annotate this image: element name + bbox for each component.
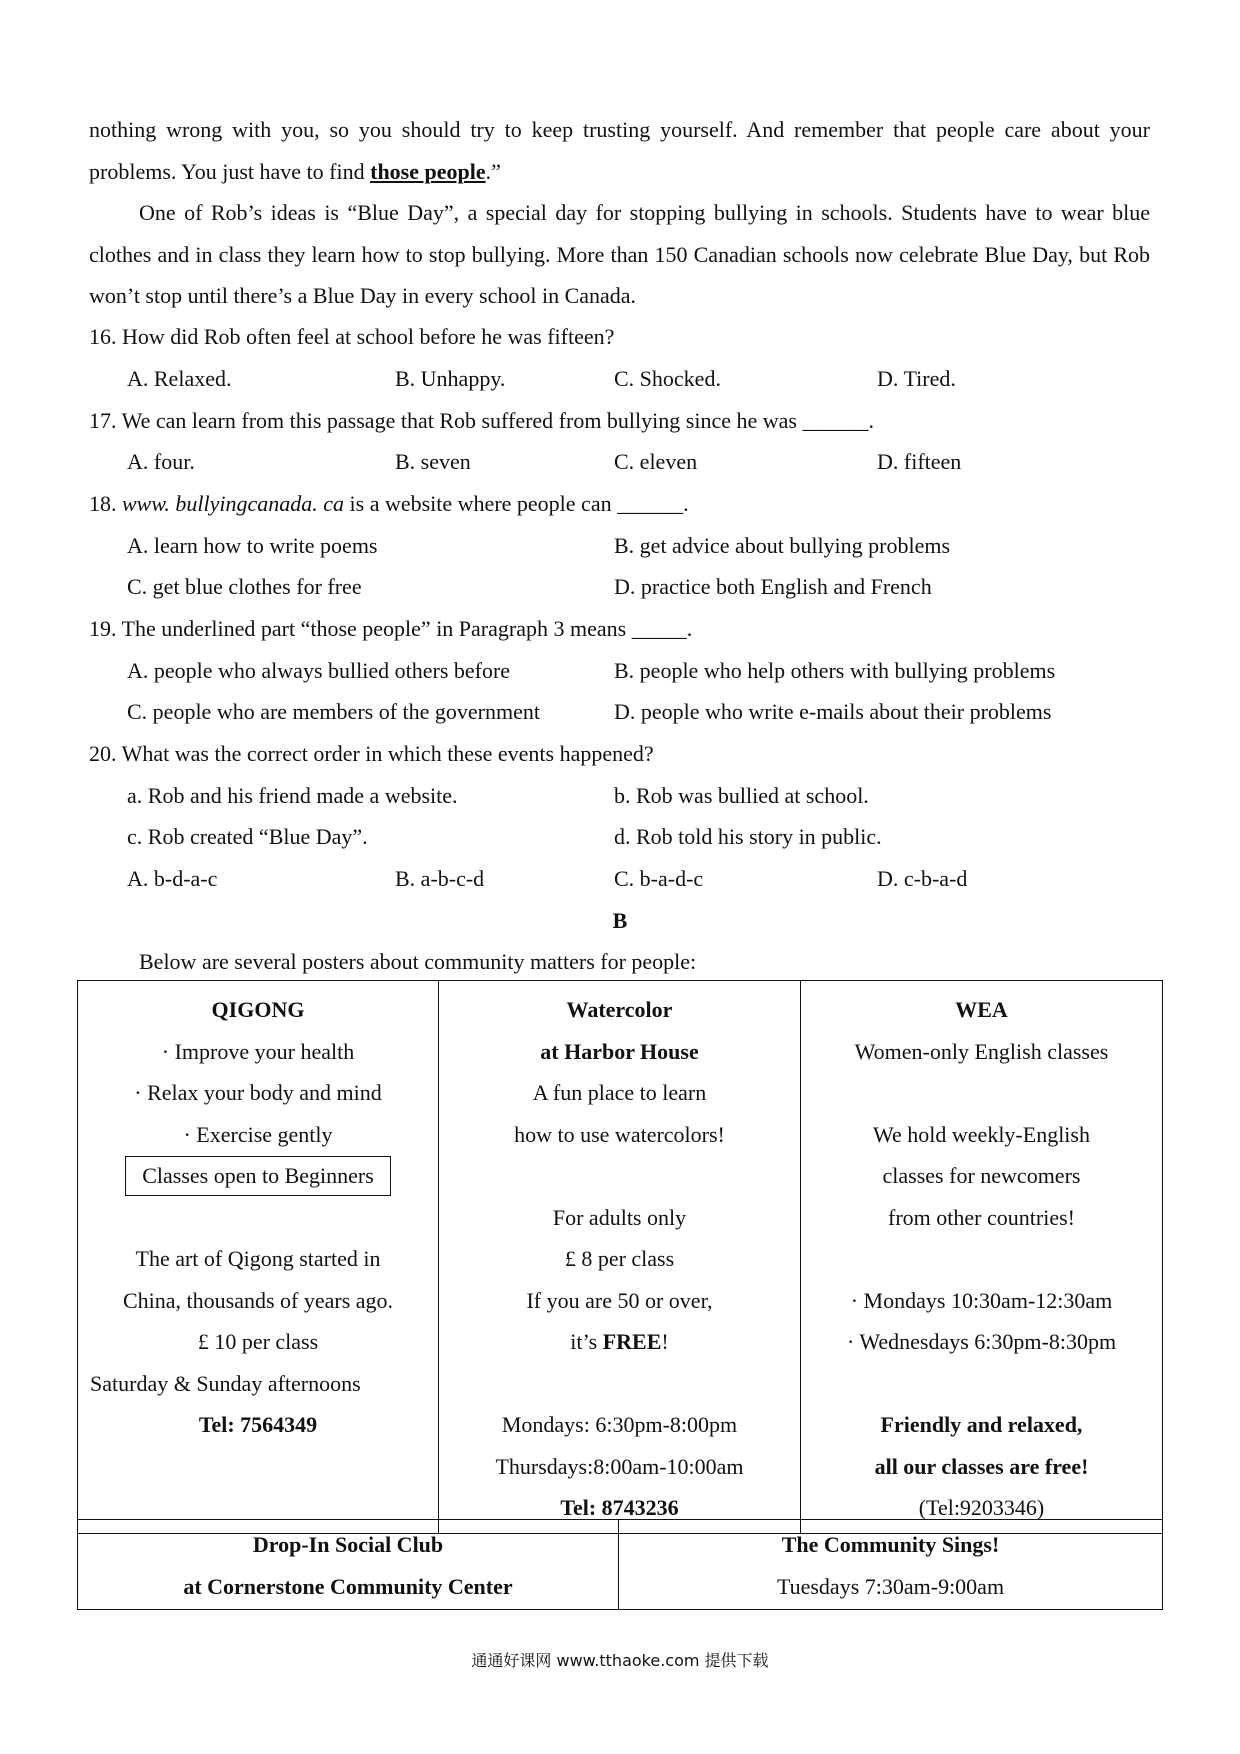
page-footer: 通通好课网 www.tthaoke.com 提供下载 [471, 1651, 769, 1670]
question-number: 18. [89, 491, 122, 516]
watercolor-price: £ 8 per class [564, 1246, 675, 1271]
question-20-event-d: d. Rob told his story in public. [614, 824, 882, 849]
wea-note-1: Friendly and relaxed, [880, 1412, 1083, 1437]
poster-community-sings [619, 1520, 1163, 1610]
sings-title: The Community Sings! [781, 1532, 1000, 1557]
question-18-option-b: B. get advice about bullying problems [614, 533, 951, 558]
question-19-option-c: C. people who are members of the government [127, 699, 540, 724]
question-16-stem: 16. How did Rob often feel at school before he was fifteen? [89, 324, 615, 349]
question-20-option-b: B. a-b-c-d [395, 866, 485, 891]
question-16-option-d: D. Tired. [877, 366, 956, 391]
question-16-option-a: A. Relaxed. [127, 366, 232, 391]
qigong-title: QIGONG [211, 997, 305, 1022]
wea-title: WEA [955, 997, 1008, 1022]
wea-desc-1: We hold weekly-English [873, 1121, 1090, 1147]
exclamation: ! [661, 1329, 669, 1354]
club-title-2: at Cornerstone Community Center [183, 1573, 513, 1599]
sings-time: Tuesdays 7:30am-9:00am [776, 1573, 1005, 1599]
passage-paragraph-1 [89, 109, 1150, 192]
question-16-option-c: C. Shocked. [614, 366, 721, 391]
question-20-option-d: D. c-b-a-d [877, 866, 968, 891]
watercolor-time-2: Thursdays:8:00am-10:00am [495, 1453, 744, 1479]
watercolor-senior-2 [441, 1321, 798, 1363]
beginners-box: Classes open to Beginners [125, 1156, 391, 1196]
question-18-option-a: A. learn how to write poems [127, 533, 378, 558]
section-b-intro: Below are several posters about community matters for people: [139, 949, 697, 974]
watercolor-tel: Tel: 8743236 [560, 1495, 679, 1520]
question-18-option-c: C. get blue clothes for free [127, 574, 362, 599]
question-19-option-b: B. people who help others with bullying problems [614, 658, 1056, 683]
qigong-time: Saturday & Sunday afternoons [90, 1370, 361, 1396]
question-16-option-b: B. Unhappy. [395, 366, 506, 391]
wea-note-2: all our classes are free! [874, 1453, 1089, 1479]
wea-desc-3: from other countries! [888, 1204, 1075, 1230]
senior-text: it’s [570, 1329, 603, 1354]
paragraph-text: nothing wrong with you, so you should try to keep trusting yourself. And remember that people care about your problems. You just have to find [89, 117, 1150, 184]
question-17-stem: 17. We can learn from this passage that Rob suffered from bullying since he was ______. [89, 408, 874, 433]
poster-wea [801, 981, 1163, 1534]
bottom-posters-table [77, 1519, 1163, 1610]
wea-time-2: · Wednesdays 6:30pm-8:30pm [846, 1329, 1117, 1354]
watercolor-time-1: Mondays: 6:30pm-8:00pm [501, 1412, 738, 1437]
blank-line [803, 1363, 1160, 1405]
wea-tel: (Tel:9203346) [918, 1495, 1045, 1520]
website-url: www. bullyingcanada. ca [122, 491, 345, 516]
free-text: FREE [602, 1329, 662, 1354]
wea-time-1: · Mondays 10:30am-12:30am [850, 1287, 1113, 1313]
question-17-option-c: C. eleven [614, 449, 698, 474]
qigong-bullet-3: · Exercise gently [183, 1121, 333, 1147]
question-19-option-a: A. people who always bullied others before [127, 658, 511, 683]
club-title-1: Drop-In Social Club [252, 1532, 444, 1557]
watercolor-adults: For adults only [552, 1204, 687, 1230]
posters-table [77, 980, 1163, 1534]
qigong-price: £ 10 per class [197, 1329, 319, 1354]
watercolor-desc-2: how to use watercolors! [514, 1121, 725, 1147]
blank-line [441, 1155, 798, 1197]
question-text: is a website where people can ______. [344, 491, 689, 516]
question-20-option-a: A. b-d-a-c [127, 866, 218, 891]
wea-subtitle: Women-only English classes [854, 1038, 1109, 1064]
question-17-option-d: D. fifteen [877, 449, 962, 474]
poster-qigong [78, 981, 439, 1534]
blank-line [803, 1072, 1160, 1114]
watercolor-title-1: Watercolor [566, 997, 673, 1022]
watercolor-desc-1: A fun place to learn [532, 1080, 707, 1105]
blank-line [441, 1363, 798, 1405]
question-17-option-b: B. seven [395, 449, 471, 474]
question-18-option-d: D. practice both English and French [614, 574, 932, 599]
question-20-event-a: a. Rob and his friend made a website. [127, 783, 458, 808]
wea-desc-2: classes for newcomers [882, 1163, 1081, 1188]
paragraph-text-end: .” [485, 158, 501, 184]
qigong-history-1: The art of Qigong started in [135, 1246, 381, 1271]
section-b-title: B [612, 908, 628, 933]
question-20-option-c: C. b-a-d-c [614, 866, 704, 891]
qigong-box-row [80, 1155, 436, 1197]
qigong-history-2: China, thousands of years ago. [122, 1287, 394, 1313]
qigong-tel: Tel: 7564349 [198, 1412, 318, 1437]
question-20-event-b: b. Rob was bullied at school. [614, 783, 869, 808]
question-20-event-c: c. Rob created “Blue Day”. [127, 824, 368, 849]
qigong-bullet-1: · Improve your health [161, 1038, 355, 1064]
question-17-option-a: A. four. [127, 449, 195, 474]
question-19-option-d: D. people who write e-mails about their problems [614, 699, 1052, 724]
question-18-stem [89, 490, 689, 518]
question-19-stem: 19. The underlined part “those people” in Paragraph 3 means _____. [89, 616, 693, 641]
poster-watercolor [439, 981, 801, 1534]
blank-line [803, 1238, 1160, 1280]
poster-social-club [78, 1520, 619, 1610]
qigong-bullet-2: · Relax your body and mind [134, 1080, 382, 1105]
watercolor-senior-1: If you are 50 or over, [526, 1287, 713, 1313]
watercolor-title-2: at Harbor House [540, 1038, 699, 1064]
underlined-phrase: those people [370, 158, 486, 184]
passage-paragraph-2: One of Rob’s ideas is “Blue Day”, a special day for stopping bullying in schools. Students have to wear blue clothes and in class they learn how to stop bullying. More than 150 Canadian schools now celebrate Blue Day, but Rob won’t stop until there’s a Blue Day in every school in Canada. [89, 200, 1150, 308]
blank-line [80, 1197, 436, 1239]
question-20-stem: 20. What was the correct order in which these events happened? [89, 741, 654, 766]
